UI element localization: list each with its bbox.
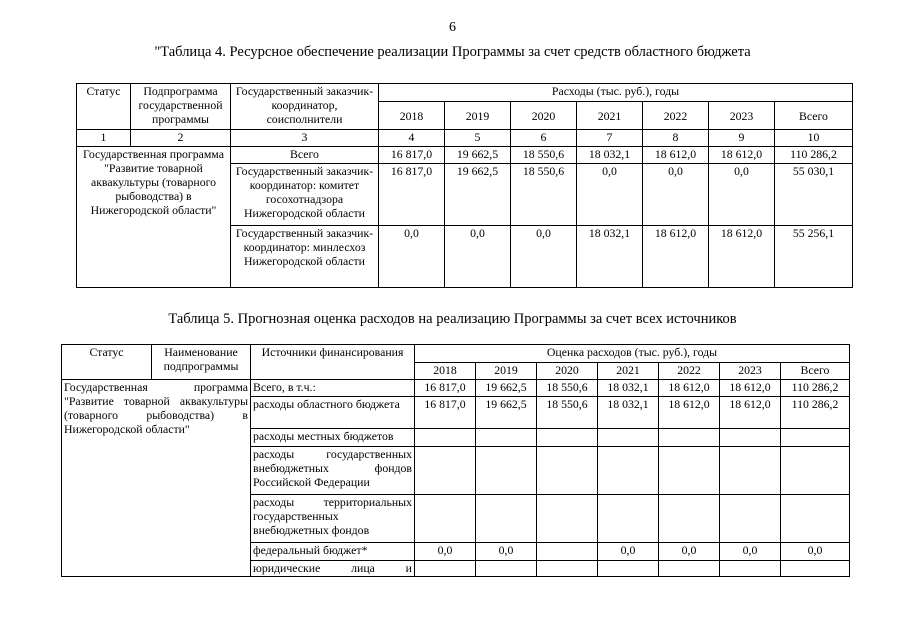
t4-year-total: Всего: [775, 102, 853, 130]
table5-caption: Таблица 5. Прогнозная оценка расходов на реализацию Программы за счет всех источников: [168, 311, 737, 327]
t4-header-subprogram: Подпрограмма государственной программы: [131, 84, 231, 130]
page-number: 6: [449, 20, 456, 35]
t5-cell: [415, 447, 476, 495]
t5-cell: [781, 495, 850, 543]
t4-cell: 0,0: [379, 226, 445, 288]
t4-program-name: Государственная программа "Развитие товарной аквакультуры (товарного рыбоводства) в Нижегородской области": [77, 147, 231, 288]
t4-col-number: 8: [643, 130, 709, 147]
t5-cell: [720, 429, 781, 447]
t5-cell: 18 612,0: [720, 397, 781, 429]
table4: [76, 83, 853, 288]
t5-cell: [659, 447, 720, 495]
t4-col-number: 9: [709, 130, 775, 147]
t5-year-total: Всего: [781, 363, 850, 380]
t4-year: 2021: [577, 102, 643, 130]
t5-cell: [537, 447, 598, 495]
t5-cell: 0,0: [659, 543, 720, 561]
t4-cell: 55 256,1: [775, 226, 853, 288]
t5-header-status: Статус: [62, 345, 152, 380]
t4-cell: 0,0: [445, 226, 511, 288]
t5-cell: [537, 561, 598, 577]
t5-cell: [537, 429, 598, 447]
t5-cell: 18 612,0: [720, 380, 781, 397]
t5-cell: [781, 447, 850, 495]
t5-cell: [598, 429, 659, 447]
t4-col-number: 2: [131, 130, 231, 147]
t4-cell: 18 032,1: [577, 226, 643, 288]
t4-year: 2023: [709, 102, 775, 130]
t5-cell: 0,0: [781, 543, 850, 561]
t4-col-number: 7: [577, 130, 643, 147]
t5-row-label: расходы государственных внебюджетных фондов Российской Федерации: [251, 447, 415, 495]
t5-cell: [659, 429, 720, 447]
t5-cell: [720, 561, 781, 577]
t4-cell: 55 030,1: [775, 164, 853, 226]
t5-year: 2023: [720, 363, 781, 380]
t5-year: 2018: [415, 363, 476, 380]
t4-cell: 16 817,0: [379, 147, 445, 164]
t5-cell: [476, 447, 537, 495]
t4-cell: 18 550,6: [511, 164, 577, 226]
t5-cell: [659, 561, 720, 577]
t5-cell: 18 550,6: [537, 397, 598, 429]
t4-cell: 0,0: [643, 164, 709, 226]
t5-cell: [476, 561, 537, 577]
t5-cell: 19 662,5: [476, 397, 537, 429]
t5-row-label: расходы территориальных государственных внебюджетных фондов: [251, 495, 415, 543]
t5-cell: 16 817,0: [415, 380, 476, 397]
t5-year: 2022: [659, 363, 720, 380]
t5-cell: [476, 495, 537, 543]
t5-cell: [415, 495, 476, 543]
t4-col-number: 10: [775, 130, 853, 147]
t5-cell: [659, 495, 720, 543]
t4-year: 2019: [445, 102, 511, 130]
t5-year: 2020: [537, 363, 598, 380]
t4-cell: 18 612,0: [643, 226, 709, 288]
t4-col-number: 3: [231, 130, 379, 147]
t5-header-sources: Источники финансирования: [251, 345, 415, 380]
t4-row-label: Государственный заказчик-координатор: комитет госохотнадзора Нижегородской области: [231, 164, 379, 226]
t5-cell: 16 817,0: [415, 397, 476, 429]
t5-cell: 18 612,0: [659, 397, 720, 429]
t5-cell: 110 286,2: [781, 397, 850, 429]
t5-row-label: расходы местных бюджетов: [251, 429, 415, 447]
t5-cell: [781, 561, 850, 577]
t4-col-number: 4: [379, 130, 445, 147]
t5-cell: 0,0: [598, 543, 659, 561]
t5-cell: 18 032,1: [598, 397, 659, 429]
table4-caption: "Таблица 4. Ресурсное обеспечение реализации Программы за счет средств областного бюджета: [154, 44, 751, 60]
t5-cell: [415, 561, 476, 577]
t5-cell: [781, 429, 850, 447]
t4-cell: 18 612,0: [643, 147, 709, 164]
t5-row-label: расходы областного бюджета: [251, 397, 415, 429]
t4-cell: 19 662,5: [445, 164, 511, 226]
t5-cell: 0,0: [476, 543, 537, 561]
t4-col-number: 1: [77, 130, 131, 147]
t5-cell: [476, 429, 537, 447]
t4-year: 2018: [379, 102, 445, 130]
t4-cell: 19 662,5: [445, 147, 511, 164]
t5-cell: [537, 543, 598, 561]
t5-cell: [720, 447, 781, 495]
t4-cell: 16 817,0: [379, 164, 445, 226]
t4-col-number: 6: [511, 130, 577, 147]
t4-cell: 18 612,0: [709, 226, 775, 288]
t5-cell: [720, 495, 781, 543]
t5-row-label: юридические лица и: [251, 561, 415, 577]
t4-year: 2022: [643, 102, 709, 130]
t4-year: 2020: [511, 102, 577, 130]
t5-row-label: федеральный бюджет*: [251, 543, 415, 561]
t5-year: 2019: [476, 363, 537, 380]
t5-cell: 19 662,5: [476, 380, 537, 397]
t4-row-label: Государственный заказчик-координатор: минлесхоз Нижегородской области: [231, 226, 379, 288]
t5-header-estimate: Оценка расходов (тыс. руб.), годы: [415, 345, 850, 363]
t5-cell: [598, 495, 659, 543]
t5-cell: 0,0: [720, 543, 781, 561]
t5-cell: 110 286,2: [781, 380, 850, 397]
t4-header-expenses: Расходы (тыс. руб.), годы: [379, 84, 853, 102]
t5-cell: 0,0: [415, 543, 476, 561]
t5-cell: 18 550,6: [537, 380, 598, 397]
t5-header-name: Наименование подпрограммы: [152, 345, 251, 380]
t4-header-customer: Государственный заказчик-координатор, соисполнители: [231, 84, 379, 130]
t4-cell: 0,0: [511, 226, 577, 288]
t4-cell: 18 550,6: [511, 147, 577, 164]
t5-program-name: Государственная программа "Развитие товарной аквакультуры (товарного рыбоводства) в Нижегородской области": [62, 380, 251, 577]
t4-cell: 18 612,0: [709, 147, 775, 164]
t5-row-label: Всего, в т.ч.:: [251, 380, 415, 397]
t4-cell: 0,0: [577, 164, 643, 226]
t5-cell: 18 032,1: [598, 380, 659, 397]
t5-year: 2021: [598, 363, 659, 380]
t5-cell: [537, 495, 598, 543]
t4-cell: 0,0: [709, 164, 775, 226]
t4-cell: 110 286,2: [775, 147, 853, 164]
t5-cell: 18 612,0: [659, 380, 720, 397]
t5-cell: [415, 429, 476, 447]
t5-cell: [598, 561, 659, 577]
t4-row-label: Всего: [231, 147, 379, 164]
t4-col-number: 5: [445, 130, 511, 147]
table5: [61, 344, 850, 577]
t4-header-status: Статус: [77, 84, 131, 130]
t5-cell: [598, 447, 659, 495]
t4-cell: 18 032,1: [577, 147, 643, 164]
